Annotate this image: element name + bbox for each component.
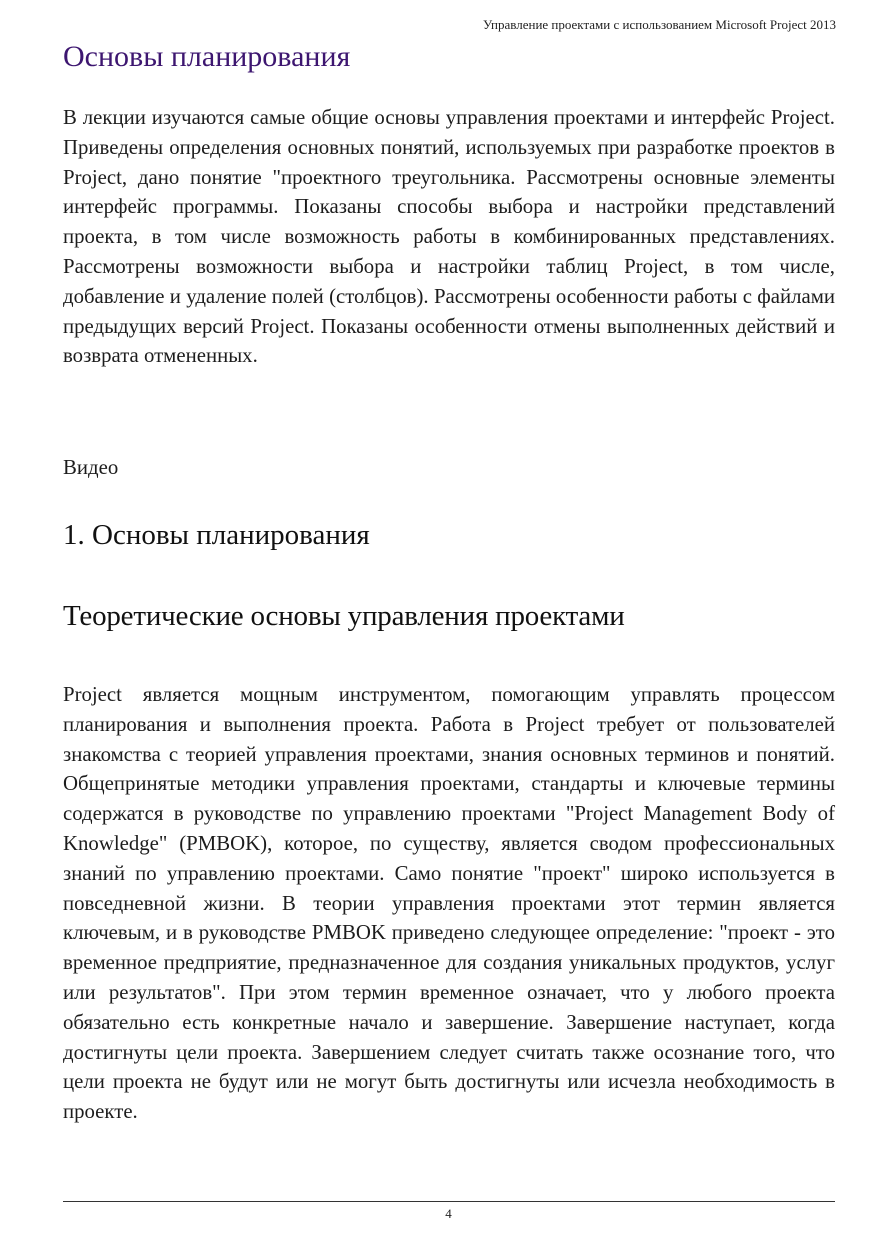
- footer-divider: [63, 1201, 835, 1202]
- running-header: Управление проектами с использованием Microsoft Project 2013: [482, 17, 836, 32]
- page-number: 4: [445, 1206, 452, 1221]
- lecture-abstract: В лекции изучаются самые общие основы управления проектами и интерфейс Project. Приведены определения основных понятий, используемых при разработке проектов в Project, дано понятие "проектного треугольника. Рассмотрены основные элементы интерфейс программы. Показаны способы выбора и настройки представлений проекта, в том числе возможность работы в комбинированных представлениях. Рассмотрены возможности выбора и настройки таблиц Project, в том числе, добавление и удаление полей (столбцов). Рассмотрены особенности работы с файлами предыдущих версий Project. Показаны особенности отмены выполненных действий и возврата отмененных.: [63, 106, 835, 368]
- video-link[interactable]: Видео: [63, 456, 119, 479]
- section-body-paragraph: Project является мощным инструментом, помогающим управлять процессом планирования и выполнения проекта. Работа в Project требует от пользователей знакомства с теорией управления проектами, знания основных терминов и понятий. Общепринятые методики управления проектами, стандарты и ключевые термины содержатся в руководстве по управлению проектами "Project Management Body of Knowledge" (PMBOK), которое, по существу, является сводом профессиональных знаний по управлению проектами. Само понятие "проект" широко используется в повседневной жизни. В теории управления проектами этот термин является ключевым, и в руководстве PMBOK приведено следующее определение: "проект - это временное предприятие, предназначенное для создания уникальных продуктов, услуг или результатов". При этом термин временное означает, что у любого проекта обязательно есть конкретные начало и завершение. Завершение наступает, когда достигнуты цели проекта. Завершением следует считать также осознание того, что цели проекта не будут или не могут быть достигнуты или исчезла необходимость в проекте.: [63, 683, 835, 1124]
- section-heading: 1. Основы планирования: [63, 519, 370, 551]
- subsection-heading: Теоретические основы управления проектами: [63, 600, 625, 632]
- lecture-title: Основы планирования: [63, 40, 351, 73]
